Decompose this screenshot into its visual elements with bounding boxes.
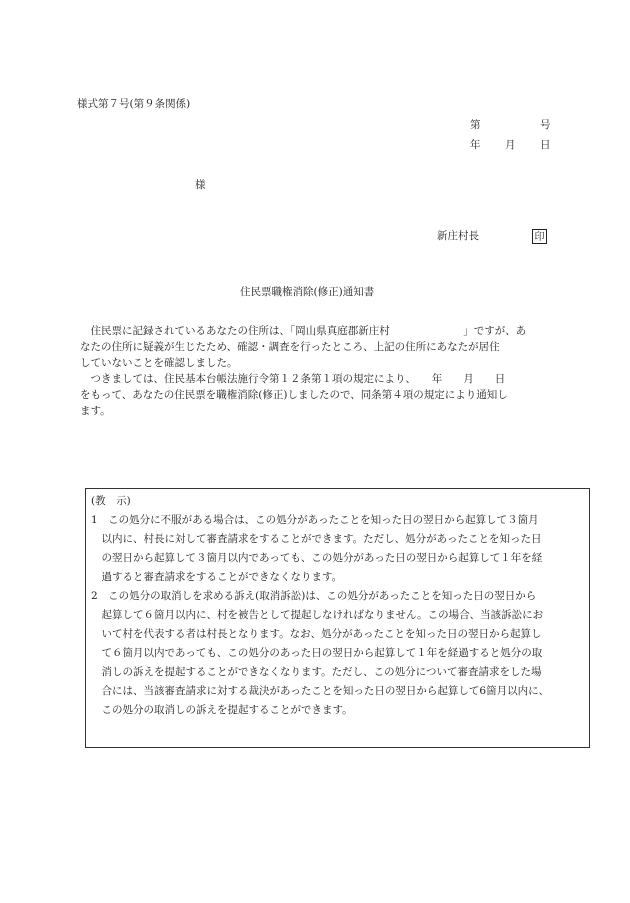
instruction-line: の翌日から起算して３箇月以内であっても、この処分があった日の翌日から起算して１年を経 <box>91 552 543 564</box>
instruction-line: 以内に、村長に対して審査請求をすることができます。ただし、処分があったことを知った日 <box>91 533 542 545</box>
body-line: つきましては、住民基本台帳法施行令第１２条第１項の規定により、 年 月 日 <box>80 373 506 385</box>
date-month: 月 <box>505 139 516 151</box>
issuer-name: 新庄村長 <box>437 230 479 242</box>
instruction-line: 過すると審査請求をすることができなくなります。 <box>91 571 343 583</box>
instruction-heading: (教 示) <box>91 495 131 507</box>
body-line: ます。 <box>80 405 111 417</box>
body-line: 住民票に記録されているあなたの住所は、「岡山県真庭郡新庄村 」ですが、あ <box>80 325 527 337</box>
number-suffix: 号 <box>540 119 551 131</box>
seal-stamp: 印 <box>532 229 547 244</box>
instruction-line: 合には、当該審査請求に対する裁決があったことを知った日の翌日から起算して6箇月以内に、 <box>91 685 550 697</box>
body-line: していないことを確認しました。 <box>80 357 238 369</box>
form-number: 様式第７号(第９条関係) <box>77 98 191 110</box>
instruction-line: 2 この処分の取消しを求める訴え(取消訴訟)は、この処分があったことを知った日の翌日から <box>91 590 537 602</box>
addressee-sama: 様 <box>195 179 206 191</box>
instruction-line: て６箇月以内であっても、この処分のあった日の翌日から起算して１年を経過すると処分の取 <box>91 647 543 659</box>
instruction-line: いて村を代表する者は村長となります。なお、処分があったことを知った日の翌日から起算し <box>91 628 542 640</box>
date-day: 日 <box>540 139 551 151</box>
document-title: 住民票職権消除(修正)通知書 <box>240 286 375 298</box>
instruction-line: 消しの訴えを提起することができなくなります。ただし、この処分について審査請求をした場 <box>91 666 542 678</box>
date-year: 年 <box>470 139 481 151</box>
instruction-line: 起算して６箇月以内に、村を被告として提起しなければなりません。この場合、当該訴訟にお <box>91 609 544 621</box>
instruction-line: この処分の取消しの訴えを提起することができます。 <box>91 704 353 716</box>
body-line: なたの住所に疑義が生じたため、確認・調査を行ったところ、上記の住所にあなたが居住 <box>80 341 500 353</box>
number-prefix: 第 <box>470 119 481 131</box>
body-line: をもって、あなたの住民票を職権消除(修正)しましたので、同条第４項の規定により通知し <box>80 389 508 401</box>
instruction-line: 1 この処分に不服がある場合は、この処分があったことを知った日の翌日から起算して３箇月 <box>91 514 539 526</box>
